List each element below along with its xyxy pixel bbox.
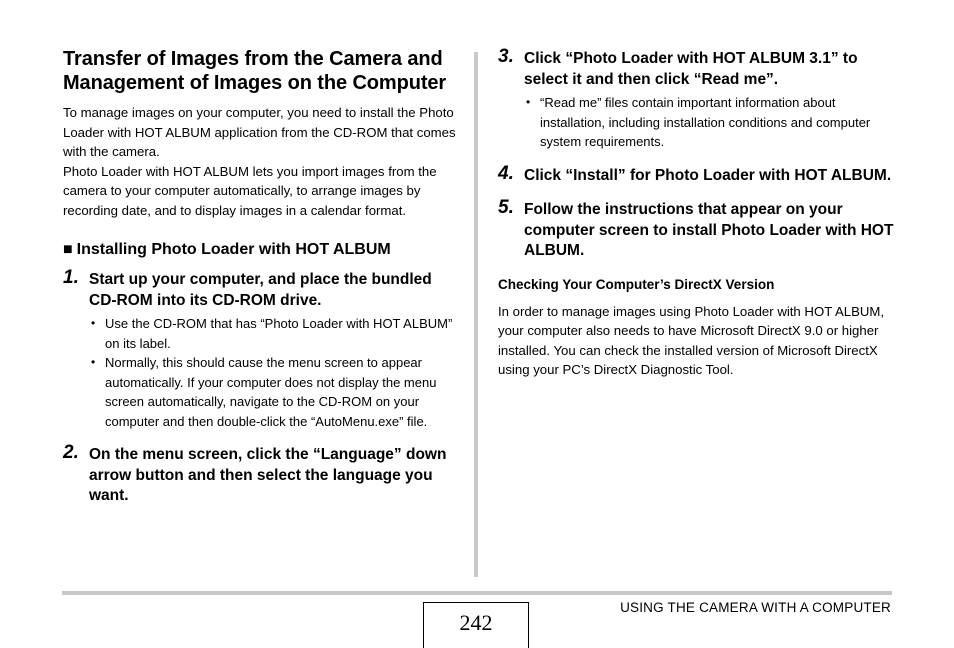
- step-text: Follow the instructions that appear on your computer screen to install Photo Loader with HOT ALBUM.: [524, 201, 894, 259]
- page-number: 242: [459, 610, 493, 635]
- step-3: [498, 46, 898, 152]
- directx-paragraph: In order to manage images using Photo Loader with HOT ALBUM, your computer also needs to have Microsoft DirectX 9.0 or higher installed. You can check the installed version of Microsoft DirectX using your PC’s DirectX Diagnostic Tool.: [498, 303, 885, 377]
- bullet-item: • “Read me” files contain important information about installation, including installation conditions and computer system requirements.: [540, 93, 898, 152]
- step-number: 5.: [498, 197, 514, 218]
- step-text: Start up your computer, and place the bundled CD-ROM into its CD-ROM drive.: [89, 271, 432, 309]
- step-5: [498, 197, 898, 262]
- section-heading-text: Installing Photo Loader with HOT ALBUM: [76, 241, 391, 258]
- bullet-item: • Normally, this should cause the menu screen to appear automatically. If your computer does not display the menu screen automatically, navigate to the CD-ROM on your computer and then double-click the “AutoMenu.exe” file.: [105, 353, 463, 431]
- bullet-item: • Use the CD-ROM that has “Photo Loader with HOT ALBUM” on its label.: [105, 314, 463, 353]
- directx-subheading: Checking Your Computer’s DirectX Version: [498, 276, 775, 292]
- section-heading: [63, 240, 463, 260]
- left-column: [63, 47, 463, 507]
- square-bullet-icon: ■: [63, 241, 73, 258]
- right-column: [498, 47, 898, 380]
- step-2: [63, 442, 463, 507]
- step-text: Click “Photo Loader with HOT ALBUM 3.1” to select it and then click “Read me”.: [524, 50, 858, 88]
- step-number: 1.: [63, 267, 79, 288]
- step-4: [498, 162, 898, 187]
- footer-rule: [62, 591, 892, 595]
- step-1: [63, 267, 463, 431]
- footer-section-label: USING THE CAMERA WITH A COMPUTER: [620, 600, 891, 615]
- step-number: 4.: [498, 162, 514, 184]
- step-1-bullets: [89, 314, 463, 431]
- intro-paragraph-1: To manage images on your computer, you need to install the Photo Loader with HOT ALBUM application from the CD-ROM that comes with the camera.: [63, 105, 456, 159]
- intro-paragraph-2: Photo Loader with HOT ALBUM lets you import images from the camera to your computer automatically, to arrange images by recording date, and to display images in a calendar format.: [63, 163, 437, 218]
- step-number: 2.: [63, 442, 79, 463]
- column-divider: [474, 52, 478, 577]
- page-title: Transfer of Images from the Camera and Management of Images on the Computer: [63, 48, 447, 94]
- page-number-box: [423, 602, 529, 648]
- step-text: On the menu screen, click the “Language” down arrow button and then select the language you want.: [89, 446, 447, 504]
- step-3-bullets: [524, 93, 898, 152]
- step-text: Click “Install” for Photo Loader with HOT ALBUM.: [524, 166, 892, 184]
- step-number: 3.: [498, 46, 514, 67]
